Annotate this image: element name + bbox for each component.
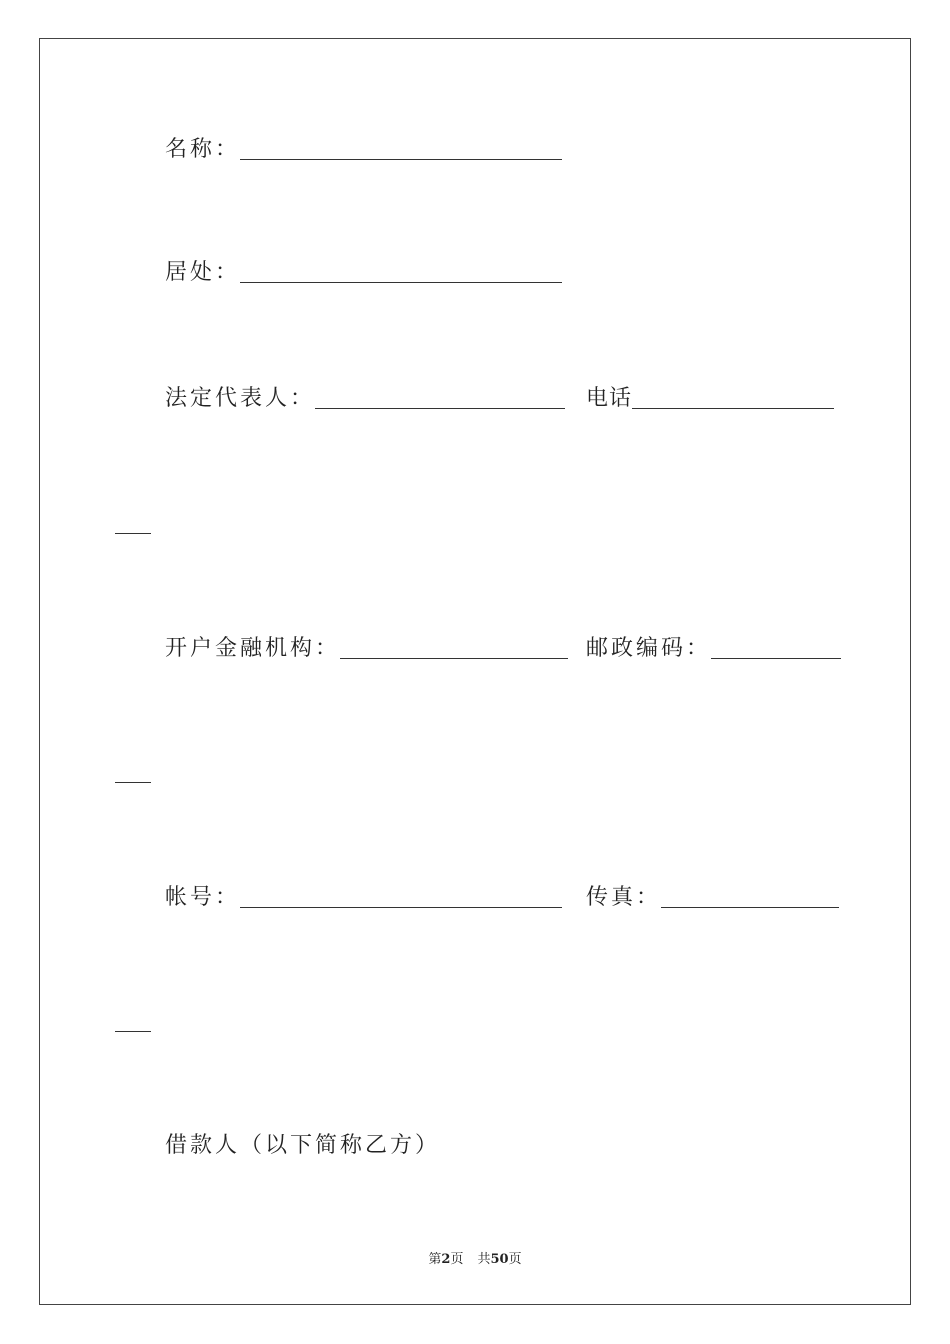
legal-rep-label: 法定代表人： (165, 386, 316, 411)
page-prefix: 第 (428, 1252, 442, 1267)
address-row (165, 256, 562, 286)
legal-rep-field[interactable] (315, 407, 565, 409)
total-prefix: 共 (477, 1252, 491, 1267)
postcode-field[interactable] (711, 657, 841, 659)
page-border (39, 38, 911, 1305)
legal-rep-row (165, 382, 565, 412)
borrower-heading: 借款人（以下简称乙方） (165, 1133, 441, 1158)
phone-row (586, 382, 834, 412)
total-pages: 50 (490, 1252, 509, 1267)
account-field[interactable] (240, 906, 562, 908)
address-field[interactable] (240, 281, 562, 283)
phone-field-continuation[interactable] (115, 532, 151, 534)
bank-field[interactable] (340, 657, 568, 659)
fax-field-continuation[interactable] (115, 1030, 151, 1032)
postcode-field-continuation[interactable] (115, 781, 151, 783)
account-label: 帐号： (165, 885, 241, 910)
name-row (165, 133, 562, 163)
postcode-label: 邮政编码： (586, 636, 712, 661)
fax-label: 传真： (586, 885, 662, 910)
account-row (165, 881, 562, 911)
bank-label: 开户金融机构： (165, 636, 341, 661)
total-suffix: 页 (508, 1252, 522, 1267)
phone-field[interactable] (632, 407, 834, 409)
page-footer (0, 1248, 950, 1267)
page-suffix: 页 (450, 1252, 464, 1267)
fax-field[interactable] (661, 906, 839, 908)
page-number: 2 (441, 1252, 451, 1267)
phone-label: 电话 (586, 386, 633, 411)
postcode-row (586, 632, 841, 662)
bank-row (165, 632, 568, 662)
fax-row (586, 881, 839, 911)
address-label: 居处： (165, 260, 241, 285)
name-label: 名称： (165, 137, 241, 162)
name-field[interactable] (240, 158, 562, 160)
